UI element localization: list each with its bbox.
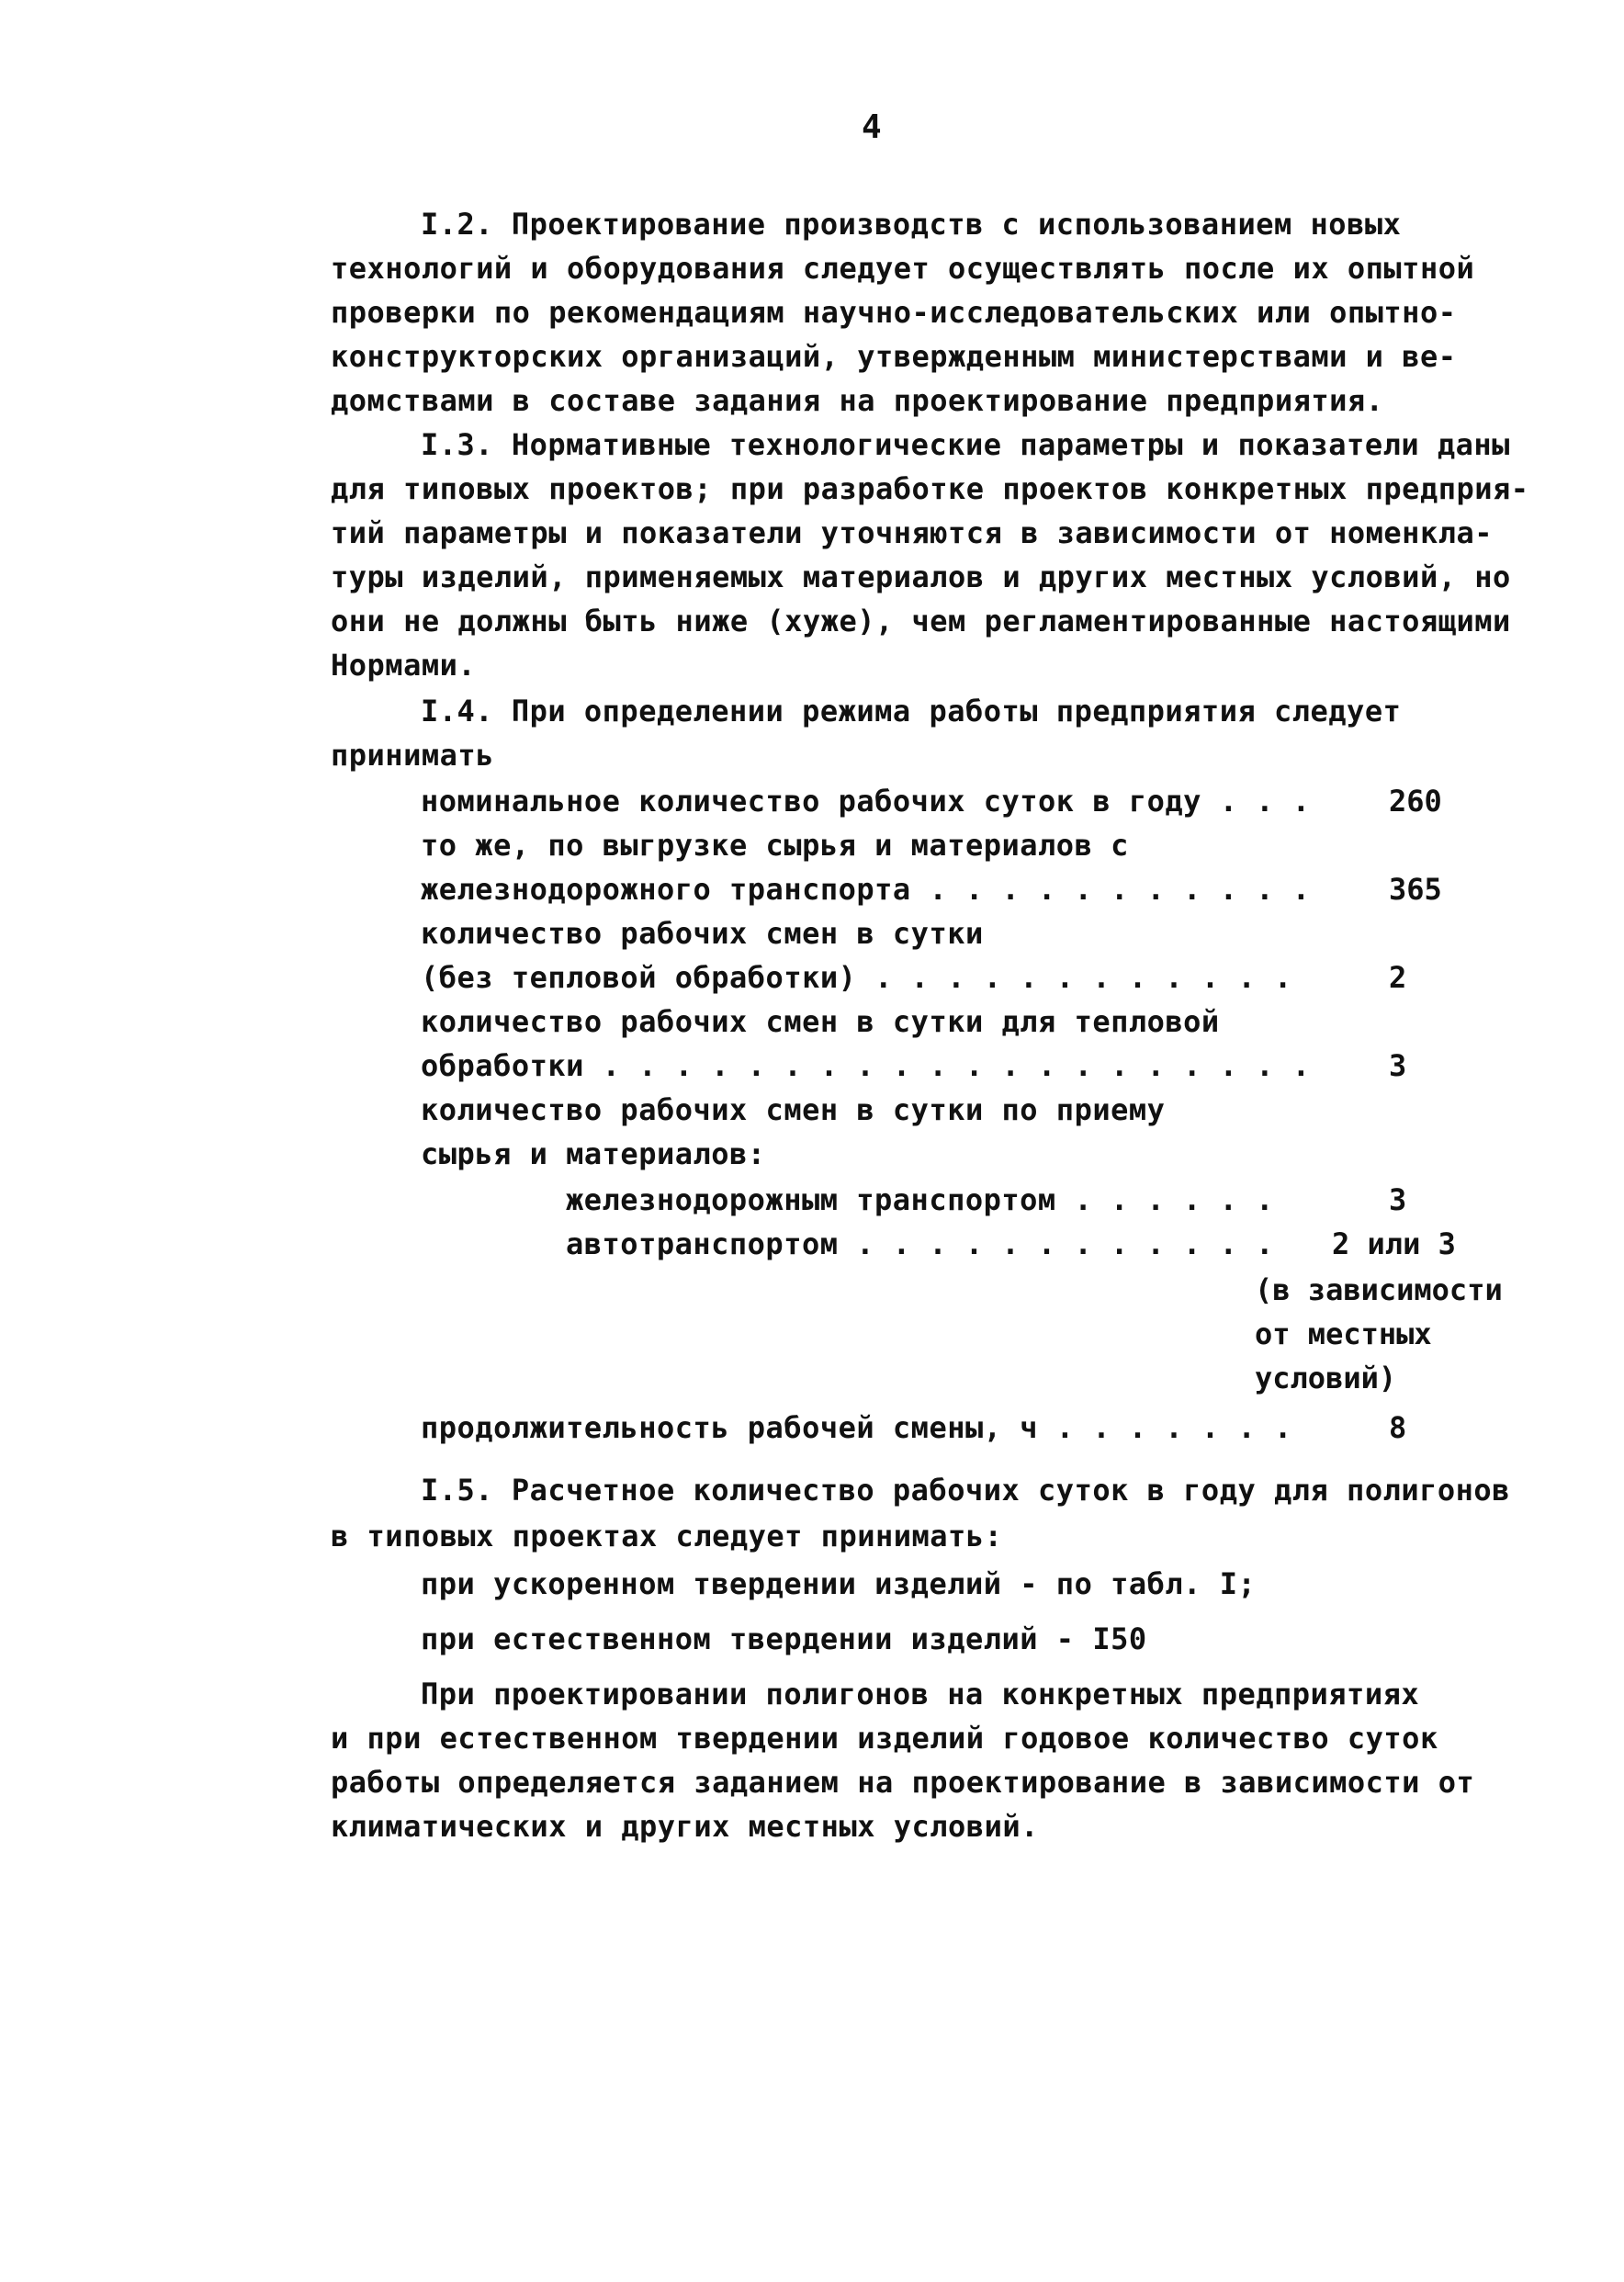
schedule-row-rail-transport: железнодорожного транспорта . . . . . . . . . . . [421,872,1311,907]
value-by-rail: 3 [1389,1182,1407,1217]
p16-line-2: и при естественном твердении изделий годовое количество суток [331,1721,1438,1756]
note-line-3: условий) [1255,1361,1397,1395]
p13-line-1: I.3. Нормативные технологические параметры и показатели даны [421,427,1510,462]
note-line-2: от местных [1255,1316,1432,1351]
p16-line-1: При проектировании полигонов на конкретных предприятиях [421,1677,1420,1712]
page-number: 4 [862,108,882,146]
schedule-row-unloading: то же, по выгрузке сырья и материалов с [421,828,1129,863]
p13-line-4: туры изделий, применяемых материалов и других местных условий, но [331,559,1511,594]
p16-line-3: работы определяется заданием на проектирование в зависимости от [331,1765,1475,1800]
p12-line-3: проверки по рекомендациям научно-исследовательских или опытно- [331,295,1457,330]
p12-line-5: домствами в составе задания на проектирование предприятия. [331,383,1384,418]
value-shift-length: 8 [1389,1410,1407,1445]
p15-line-2: в типовых проектах следует принимать: [331,1519,1003,1553]
schedule-row-shift-length: продолжительность рабочей смены, ч . . . . . . . [421,1410,1292,1445]
note-line-1: (в зависимости [1255,1272,1503,1307]
schedule-row-shifts-heat: количество рабочих смен в сутки для тепловой [421,1004,1220,1039]
value-working-days: 260 [1389,784,1442,819]
p12-line-1: I.2. Проектирование производств с использованием новых [421,207,1402,242]
schedule-row-shifts: количество рабочих смен в сутки [421,916,984,951]
p14-line-1: I.4. При определении режима работы предприятия следует [421,694,1402,729]
p16-line-4: климатических и других местных условий. [331,1809,1039,1844]
p13-line-2: для типовых проектов; при разработке проектов конкретных предприя- [331,471,1529,506]
p12-line-4: конструкторских организаций, утвержденным министерствами и ве- [331,339,1457,374]
schedule-row-heat: обработки . . . . . . . . . . . . . . . . . . . . [421,1048,1311,1083]
schedule-row-no-heat: (без тепловой обработки) . . . . . . . . . . . . [421,960,1292,995]
p13-line-5: они не должны быть ниже (хуже), чем регламентированные настоящими [331,604,1511,638]
value-shifts-heat: 3 [1389,1048,1407,1083]
p15-line-1: I.5. Расчетное количество рабочих суток в году для полигонов [421,1473,1510,1508]
schedule-row-materials: сырья и материалов: [421,1136,766,1171]
p15-line-3: при ускоренном твердении изделий - по табл. I; [421,1566,1257,1601]
schedule-row-shifts-receiving: количество рабочих смен в сутки по приему [421,1092,1166,1127]
value-rail-days: 365 [1389,872,1442,907]
value-by-truck: 2 или 3 [1332,1226,1456,1261]
schedule-row-by-rail: железнодорожным транспортом . . . . . . [566,1182,1274,1217]
p13-line-3: тий параметры и показатели уточняются в зависимости от номенкла- [331,515,1493,550]
schedule-row-working-days: номинальное количество рабочих суток в году . . . [421,784,1311,819]
schedule-row-by-truck: автотранспортом . . . . . . . . . . . . [566,1226,1274,1261]
p14-line-2: принимать [331,738,494,773]
p15-line-4: при естественном твердении изделий - I50 [421,1621,1147,1656]
p12-line-2: технологий и оборудования следует осуществлять после их опытной [331,251,1475,286]
value-shifts-no-heat: 2 [1389,960,1407,995]
p13-line-6: Нормами. [331,648,477,683]
